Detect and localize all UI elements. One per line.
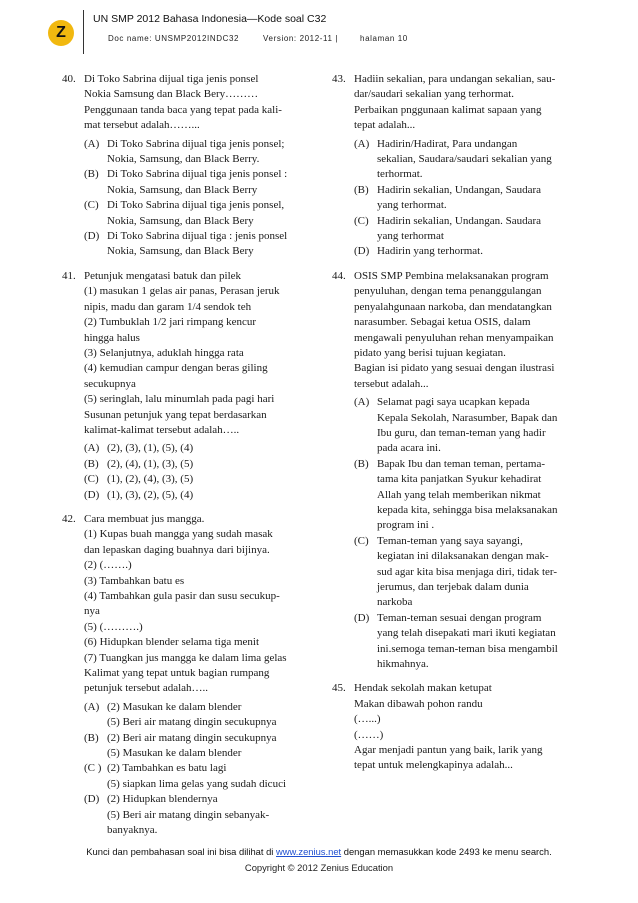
zenius-logo-icon: Z: [48, 20, 74, 46]
answer-option: [84, 488, 318, 503]
answer-option: [354, 214, 590, 245]
question-text-line: (2) (…….): [84, 559, 132, 572]
question-text-line: tepat untuk melengkapinya adalah...: [354, 759, 513, 772]
option-text-line: Nokia, Samsung, dan Black Berry.: [107, 153, 260, 166]
question-text-line: (1) masukan 1 gelas air panas, Perasan jeruk: [84, 285, 280, 298]
option-text-line: Ibu guru, dan teman-teman yang hadir: [377, 426, 546, 439]
option-label: (C ): [84, 762, 102, 775]
option-text-line: Di Toko Sabrina dijual tiga : jenis ponsel: [107, 230, 288, 243]
answer-option: [84, 761, 318, 792]
option-text-line: tama kita panjatkan Syukur kehadirat: [377, 473, 542, 486]
question-number: 40.: [62, 73, 76, 85]
header-divider: [83, 10, 84, 54]
question-text-line: (1) Kupas buah mangga yang sudah masak: [84, 528, 273, 541]
option-text-line: (2) Beri air matang dingin secukupnya: [107, 731, 277, 744]
option-label: (C): [354, 214, 369, 227]
question-text-line: (2) Tumbuklah 1/2 jari rimpang kencur: [84, 316, 257, 329]
question-text-line: Cara membuat jus mangga.: [84, 512, 205, 525]
answer-option: [84, 731, 318, 762]
option-text-line: jerumus, dan terjebak dalam dunia: [377, 581, 529, 593]
option-label: (C): [84, 199, 99, 212]
option-label: (A): [84, 700, 100, 713]
option-text-line: program ini .: [377, 519, 435, 532]
option-label: (C): [354, 534, 369, 547]
option-text-line: (2) Hidupkan blendernya: [107, 793, 218, 806]
option-text-line: Nokia, Samsung, dan Black Bery: [107, 245, 254, 258]
option-text-line: Teman-teman sesuai dengan program: [377, 611, 542, 624]
question-text-line: Kalimat yang tepat untuk bagian rumpang: [84, 667, 270, 680]
option-text-line: ini.semoga teman-teman bisa mengambil: [377, 642, 558, 655]
option-text-line: (2) Tambahkan es batu lagi: [107, 762, 227, 775]
option-text-line: (5) Beri air matang dingin sebanyak-: [107, 808, 270, 821]
question-text-line: Hendak sekolah makan ketupat: [354, 682, 492, 695]
question-text-line: nipis, madu dan garam 1/4 sendok teh: [84, 300, 252, 313]
copyright: Copyright © 2012 Zenius Education: [244, 862, 394, 873]
option-text-line: Di Toko Sabrina dijual tiga jenis ponsel,: [107, 199, 285, 212]
doc-version: Version: 2012-11 |: [263, 34, 339, 43]
answer-option: [84, 472, 318, 487]
question-text-line: (…...): [354, 713, 381, 726]
option-label: (D): [354, 245, 370, 258]
question-number: 41.: [62, 269, 76, 282]
answer-option: [354, 137, 590, 183]
question-text-line: (5) seringlah, lalu minumlah pada pagi hari: [84, 393, 275, 406]
option-text-line: (1), (3), (2), (5), (4): [107, 488, 194, 501]
option-label: (B): [84, 457, 99, 470]
answer-option: [84, 792, 318, 838]
question-number: 43.: [332, 73, 346, 85]
option-label: (B): [84, 168, 99, 181]
question-text-line: Nokia Samsung dan Black Bery………: [84, 88, 259, 101]
answer-option: [84, 457, 318, 472]
question-text-line: kalimat-kalimat tersebut adalah…..: [84, 423, 240, 436]
question-text-line: mat tersebut adalah……...: [84, 119, 200, 132]
question-text-line: pidato yang berisi tujuan kegiatan.: [354, 346, 506, 359]
option-text-line: Selamat pagi saya ucapkan kepada: [377, 396, 530, 409]
option-label: (C): [84, 473, 99, 486]
question-text-line: (7) Tuangkan jus mangga ke dalam lima gelas: [84, 651, 287, 664]
left-column: [62, 72, 318, 848]
option-text-line: Hadirin sekalian, Undangan, Saudara: [377, 183, 542, 196]
option-text-line: hikmahnya.: [377, 658, 429, 671]
question-text-line: (4) Tambahkan gula pasir dan susu secukup-: [84, 590, 280, 602]
option-text-line: Hadirin/Hadirat, Para undangan: [377, 137, 518, 150]
option-text-line: (5) siapkan lima gelas yang sudah dicuci: [107, 777, 287, 790]
answer-option: [354, 611, 590, 673]
question-number: 44.: [332, 269, 346, 282]
option-text-line: Allah yang telah memberikan nikmat: [377, 488, 541, 501]
question-text-line: dan lepaskan daging buahnya dari bijinya.: [84, 543, 270, 556]
answer-option: [84, 229, 318, 260]
answer-options: [84, 700, 318, 839]
answer-option: [354, 395, 590, 457]
option-text-line: pada acara ini.: [377, 442, 441, 455]
option-text-line: Nokia, Samsung, dan Black Bery: [107, 214, 254, 227]
option-text-line: yang telah disepakati mari ikuti kegiatan: [377, 627, 556, 640]
option-text-line: yang terhormat: [377, 230, 444, 243]
option-label: (B): [354, 183, 369, 196]
option-text-line: kepada kita, sehingga bisa melaksanakan: [377, 503, 558, 516]
option-text-line: Kepala Sekolah, Narasumber, Bapak dan: [377, 411, 558, 424]
answer-option: [84, 137, 318, 168]
answer-options: [354, 395, 590, 672]
question-44: [332, 269, 590, 673]
answer-options: [354, 137, 590, 260]
option-text-line: sekalian, Saudara/saudari sekalian yang: [377, 153, 552, 166]
option-text-line: Hadirin yang terhormat.: [377, 245, 483, 258]
note-text-after: dengan memasukkan kode 2493 ke menu search.: [341, 846, 552, 857]
option-text-line: (1), (2), (4), (3), (5): [107, 473, 194, 486]
option-label: (D): [354, 611, 370, 624]
question-text-line: (6) Hidupkan blender selama tiga menit: [84, 636, 260, 649]
question-text-line: Perbaikan pnggunaan kalimat sapaan yang: [354, 103, 542, 116]
answer-option: [84, 441, 318, 456]
page-number: halaman 10: [360, 34, 408, 43]
question-text-line: mengawali penyuluhan rehan menyampaikan: [354, 331, 554, 344]
option-text-line: narkoba: [377, 596, 413, 609]
answer-option: [84, 198, 318, 229]
question-41: [62, 269, 318, 503]
option-label: (D): [84, 793, 100, 806]
question-number: 45.: [332, 682, 346, 695]
question-45: [332, 681, 590, 773]
option-label: (D): [84, 230, 100, 243]
answer-key-note: [0, 846, 638, 857]
question-text-line: Hadiin sekalian, para undangan sekalian, sau-: [354, 73, 556, 85]
option-label: (B): [84, 731, 99, 744]
question-text-line: tersebut adalah...: [354, 377, 429, 390]
question-text-line: (5) (……….): [84, 620, 143, 633]
question-text-line: hingga halus: [84, 331, 140, 344]
question-text-line: Petunjuk mengatasi batuk dan pilek: [84, 269, 242, 282]
answer-option: [354, 244, 590, 259]
option-text-line: terhormat.: [377, 168, 423, 181]
question-text-line: tepat adalah...: [354, 119, 416, 132]
question-text-line: secukupnya: [84, 377, 136, 390]
answer-option: [84, 700, 318, 731]
question-40: [62, 72, 318, 260]
question-text-line: penyuluhan, dengan tema penanggulangan: [354, 285, 542, 298]
answer-options: [84, 441, 318, 503]
note-text-before: Kunci dan pembahasan soal ini bisa dilihat di: [86, 846, 276, 857]
option-label: (A): [354, 137, 370, 150]
question-text-line: Makan dibawah pohon randu: [354, 697, 483, 710]
question-42: [62, 512, 318, 839]
option-text-line: Di Toko Sabrina dijual tiga jenis ponsel :: [107, 168, 288, 181]
right-column: [332, 72, 590, 783]
question-43: [332, 72, 590, 260]
question-text-line: (……): [354, 728, 384, 741]
answer-option: [354, 183, 590, 214]
option-text-line: Hadirin sekalian, Undangan. Saudara: [377, 214, 542, 227]
question-text-line: narasumber. Sebagai ketua OSIS, dalam: [354, 316, 531, 329]
option-label: (A): [84, 137, 100, 150]
answer-option: [354, 534, 590, 611]
zenius-link[interactable]: www.zenius.net: [276, 846, 342, 857]
question-text-line: petunjuk tersebut adalah…..: [84, 682, 209, 695]
question-text-line: Susunan petunjuk yang tepat berdasarkan: [84, 408, 267, 421]
answer-option: [354, 457, 590, 534]
option-text-line: yang terhormat.: [377, 199, 447, 212]
option-label: (A): [84, 442, 100, 455]
question-text-line: (3) Tambahkan batu es: [84, 574, 185, 587]
option-text-line: (5) Masukan ke dalam blender: [107, 747, 242, 760]
option-text-line: Di Toko Sabrina dijual tiga jenis ponsel;: [107, 137, 285, 150]
option-text-line: Teman-teman yang saya sayangi,: [377, 534, 523, 547]
question-text-line: (3) Selanjutnya, aduklah hingga rata: [84, 346, 244, 359]
option-label: (B): [354, 457, 369, 470]
question-text-line: Di Toko Sabrina dijual tiga jenis ponsel: [84, 73, 259, 85]
option-text-line: sud agar kita bisa menjaga diri, tidak ter-: [377, 565, 557, 578]
option-label: (A): [354, 396, 370, 409]
option-text-line: banyaknya.: [107, 824, 158, 837]
doc-name: Doc name: UNSMP2012INDC32: [108, 34, 240, 43]
document-meta: [108, 34, 408, 43]
option-label: (D): [84, 488, 100, 501]
answer-option: [84, 167, 318, 198]
question-text-line: penyalahgunaan narkoba, dan mendatangkan: [354, 300, 552, 313]
question-text-line: Penggunaan tanda baca yang tepat pada kali-: [84, 103, 282, 116]
option-text-line: (5) Beri air matang dingin secukupnya: [107, 716, 277, 729]
option-text-line: Bapak Ibu dan teman teman, pertama-: [377, 457, 545, 470]
question-text-line: nya: [84, 605, 100, 618]
option-text-line: (2), (3), (1), (5), (4): [107, 442, 194, 455]
question-text-line: Bagian isi pidato yang sesuai dengan ilustrasi: [354, 362, 555, 375]
option-text-line: Nokia, Samsung, dan Black Berry: [107, 183, 258, 196]
answer-options: [84, 137, 318, 260]
exam-title: UN SMP 2012 Bahasa Indonesia—Kode soal C32: [93, 13, 327, 25]
question-text-line: OSIS SMP Pembina melaksanakan program: [354, 269, 549, 282]
question-number: 42.: [62, 512, 76, 525]
option-text-line: (2), (4), (1), (3), (5): [107, 457, 194, 470]
option-text-line: kegiatan ini dilaksanakan dengan mak-: [377, 550, 549, 563]
question-text-line: dar/saudari sekalian yang terhormat.: [354, 88, 515, 101]
option-text-line: (2) Masukan ke dalam blender: [107, 700, 242, 713]
question-text-line: Agar menjadi pantun yang baik, larik yang: [354, 744, 543, 757]
question-text-line: (4) kemudian campur dengan beras giling: [84, 362, 268, 375]
